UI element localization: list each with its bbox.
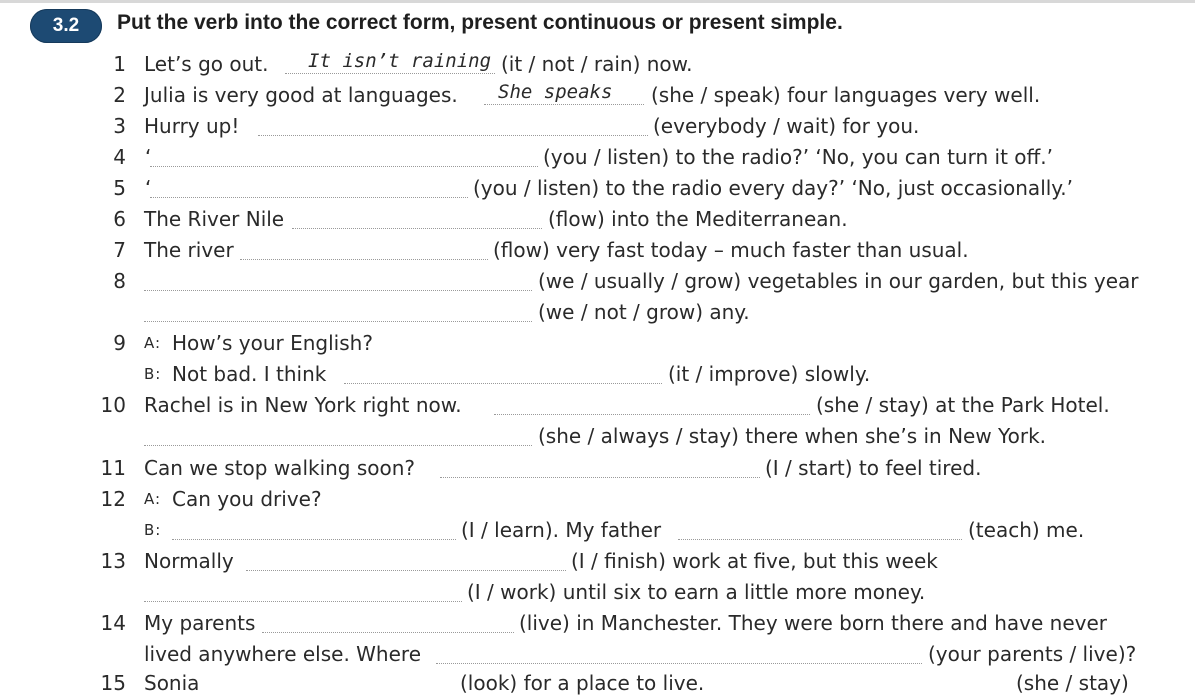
answer-blank[interactable] — [240, 259, 488, 260]
handwritten-answer: It isn’t raining — [308, 50, 492, 72]
item-number: 4 — [113, 145, 126, 169]
item-prompt: (flow) into the Mediterranean. — [548, 207, 848, 231]
item-prompt: (teach) me. — [968, 518, 1085, 542]
item-prompt: (we / usually / grow) vegetables in our garden, but this year — [538, 269, 1139, 293]
answer-blank[interactable] — [262, 632, 514, 633]
answer-blank[interactable] — [144, 601, 462, 602]
opening-quote: ‘ — [145, 176, 152, 200]
item-number: 5 — [113, 176, 126, 200]
dialogue-line: Not bad. I think — [172, 362, 327, 386]
handwritten-answer: She speaks — [498, 81, 613, 103]
item-prompt: (I / learn). My father — [461, 518, 662, 542]
item-text: My parents — [144, 611, 256, 635]
answer-blank[interactable] — [292, 228, 542, 229]
item-prompt: (I / work) until six to earn a little more money. — [467, 580, 926, 604]
answer-blank[interactable] — [144, 321, 532, 322]
exercise-badge: 3.2 — [30, 9, 102, 43]
top-border — [0, 0, 1195, 3]
item-number: 7 — [113, 238, 126, 262]
item-number: 11 — [100, 456, 126, 480]
item-number: 6 — [113, 207, 126, 231]
item-number: 15 — [100, 671, 126, 695]
dialogue-line: Can you drive? — [172, 487, 322, 511]
answer-blank[interactable] — [285, 73, 495, 74]
answer-blank[interactable] — [344, 383, 662, 384]
item-prompt: (you / listen) to the radio every day?’ ‘No, just occasionally.’ — [473, 176, 1073, 200]
item-prompt: (it / not / rain) now. — [501, 52, 693, 76]
item-prompt: (everybody / wait) for you. — [653, 114, 920, 138]
exercise-instructions: Put the verb into the correct form, present continuous or present simple. — [117, 11, 843, 34]
answer-blank[interactable] — [678, 539, 962, 540]
item-prompt: (she / stay) at the Park Hotel. — [816, 393, 1110, 417]
item-prompt: (she / speak) four languages very well. — [651, 83, 1041, 107]
answer-blank[interactable] — [436, 663, 922, 664]
item-number: 9 — [113, 331, 126, 355]
item-text: Can we stop walking soon? — [144, 456, 416, 480]
item-prompt: (you / listen) to the radio?’ ‘No, you can turn it off.’ — [543, 145, 1053, 169]
item-text: Rachel is in New York right now. — [144, 393, 462, 417]
item-number: 3 — [113, 114, 126, 138]
item-prompt: (look) for a place to live. — [460, 671, 705, 695]
item-prompt: (live) in Manchester. They were born there and have never — [519, 611, 1107, 635]
answer-blank[interactable] — [150, 166, 538, 167]
item-number: 2 — [113, 83, 126, 107]
item-number: 10 — [100, 393, 126, 417]
answer-blank[interactable] — [172, 539, 456, 540]
answer-blank[interactable] — [484, 104, 644, 105]
speaker-b: B: — [144, 521, 162, 539]
answer-blank[interactable] — [144, 290, 532, 291]
item-number: 8 — [113, 269, 126, 293]
item-prompt: (your parents / live)? — [928, 642, 1137, 666]
item-text: Normally — [144, 549, 234, 573]
item-text: Julia is very good at languages. — [144, 83, 458, 107]
item-text: Hurry up! — [144, 114, 240, 138]
item-prompt: (we / not / grow) any. — [538, 300, 750, 324]
item-text: The River Nile — [144, 207, 285, 231]
answer-blank[interactable] — [258, 135, 648, 136]
item-number: 12 — [100, 487, 126, 511]
item-prompt: (flow) very fast today – much faster than usual. — [493, 238, 969, 262]
item-text: The river — [144, 238, 234, 262]
answer-blank[interactable] — [440, 477, 760, 478]
answer-blank[interactable] — [150, 197, 468, 198]
item-prompt: (she / stay) — [1016, 671, 1129, 695]
item-prompt: (I / start) to feel tired. — [765, 456, 982, 480]
item-prompt: (she / always / stay) there when she’s in New York. — [538, 424, 1047, 448]
item-number: 14 — [100, 611, 126, 635]
answer-blank[interactable] — [494, 414, 810, 415]
answer-blank[interactable] — [246, 570, 566, 571]
answer-blank[interactable] — [144, 445, 532, 446]
speaker-b: B: — [144, 365, 162, 383]
item-prompt: (I / finish) work at five, but this week — [571, 549, 938, 573]
speaker-a: A: — [144, 334, 162, 352]
opening-quote: ‘ — [145, 145, 152, 169]
item-text: Let’s go out. — [144, 52, 269, 76]
item-prompt: (it / improve) slowly. — [668, 362, 871, 386]
item-number: 1 — [113, 52, 126, 76]
item-text: Sonia — [144, 671, 200, 695]
dialogue-line: How’s your English? — [172, 331, 373, 355]
item-text: lived anywhere else. Where — [144, 642, 422, 666]
item-number: 13 — [100, 549, 126, 573]
speaker-a: A: — [144, 490, 162, 508]
